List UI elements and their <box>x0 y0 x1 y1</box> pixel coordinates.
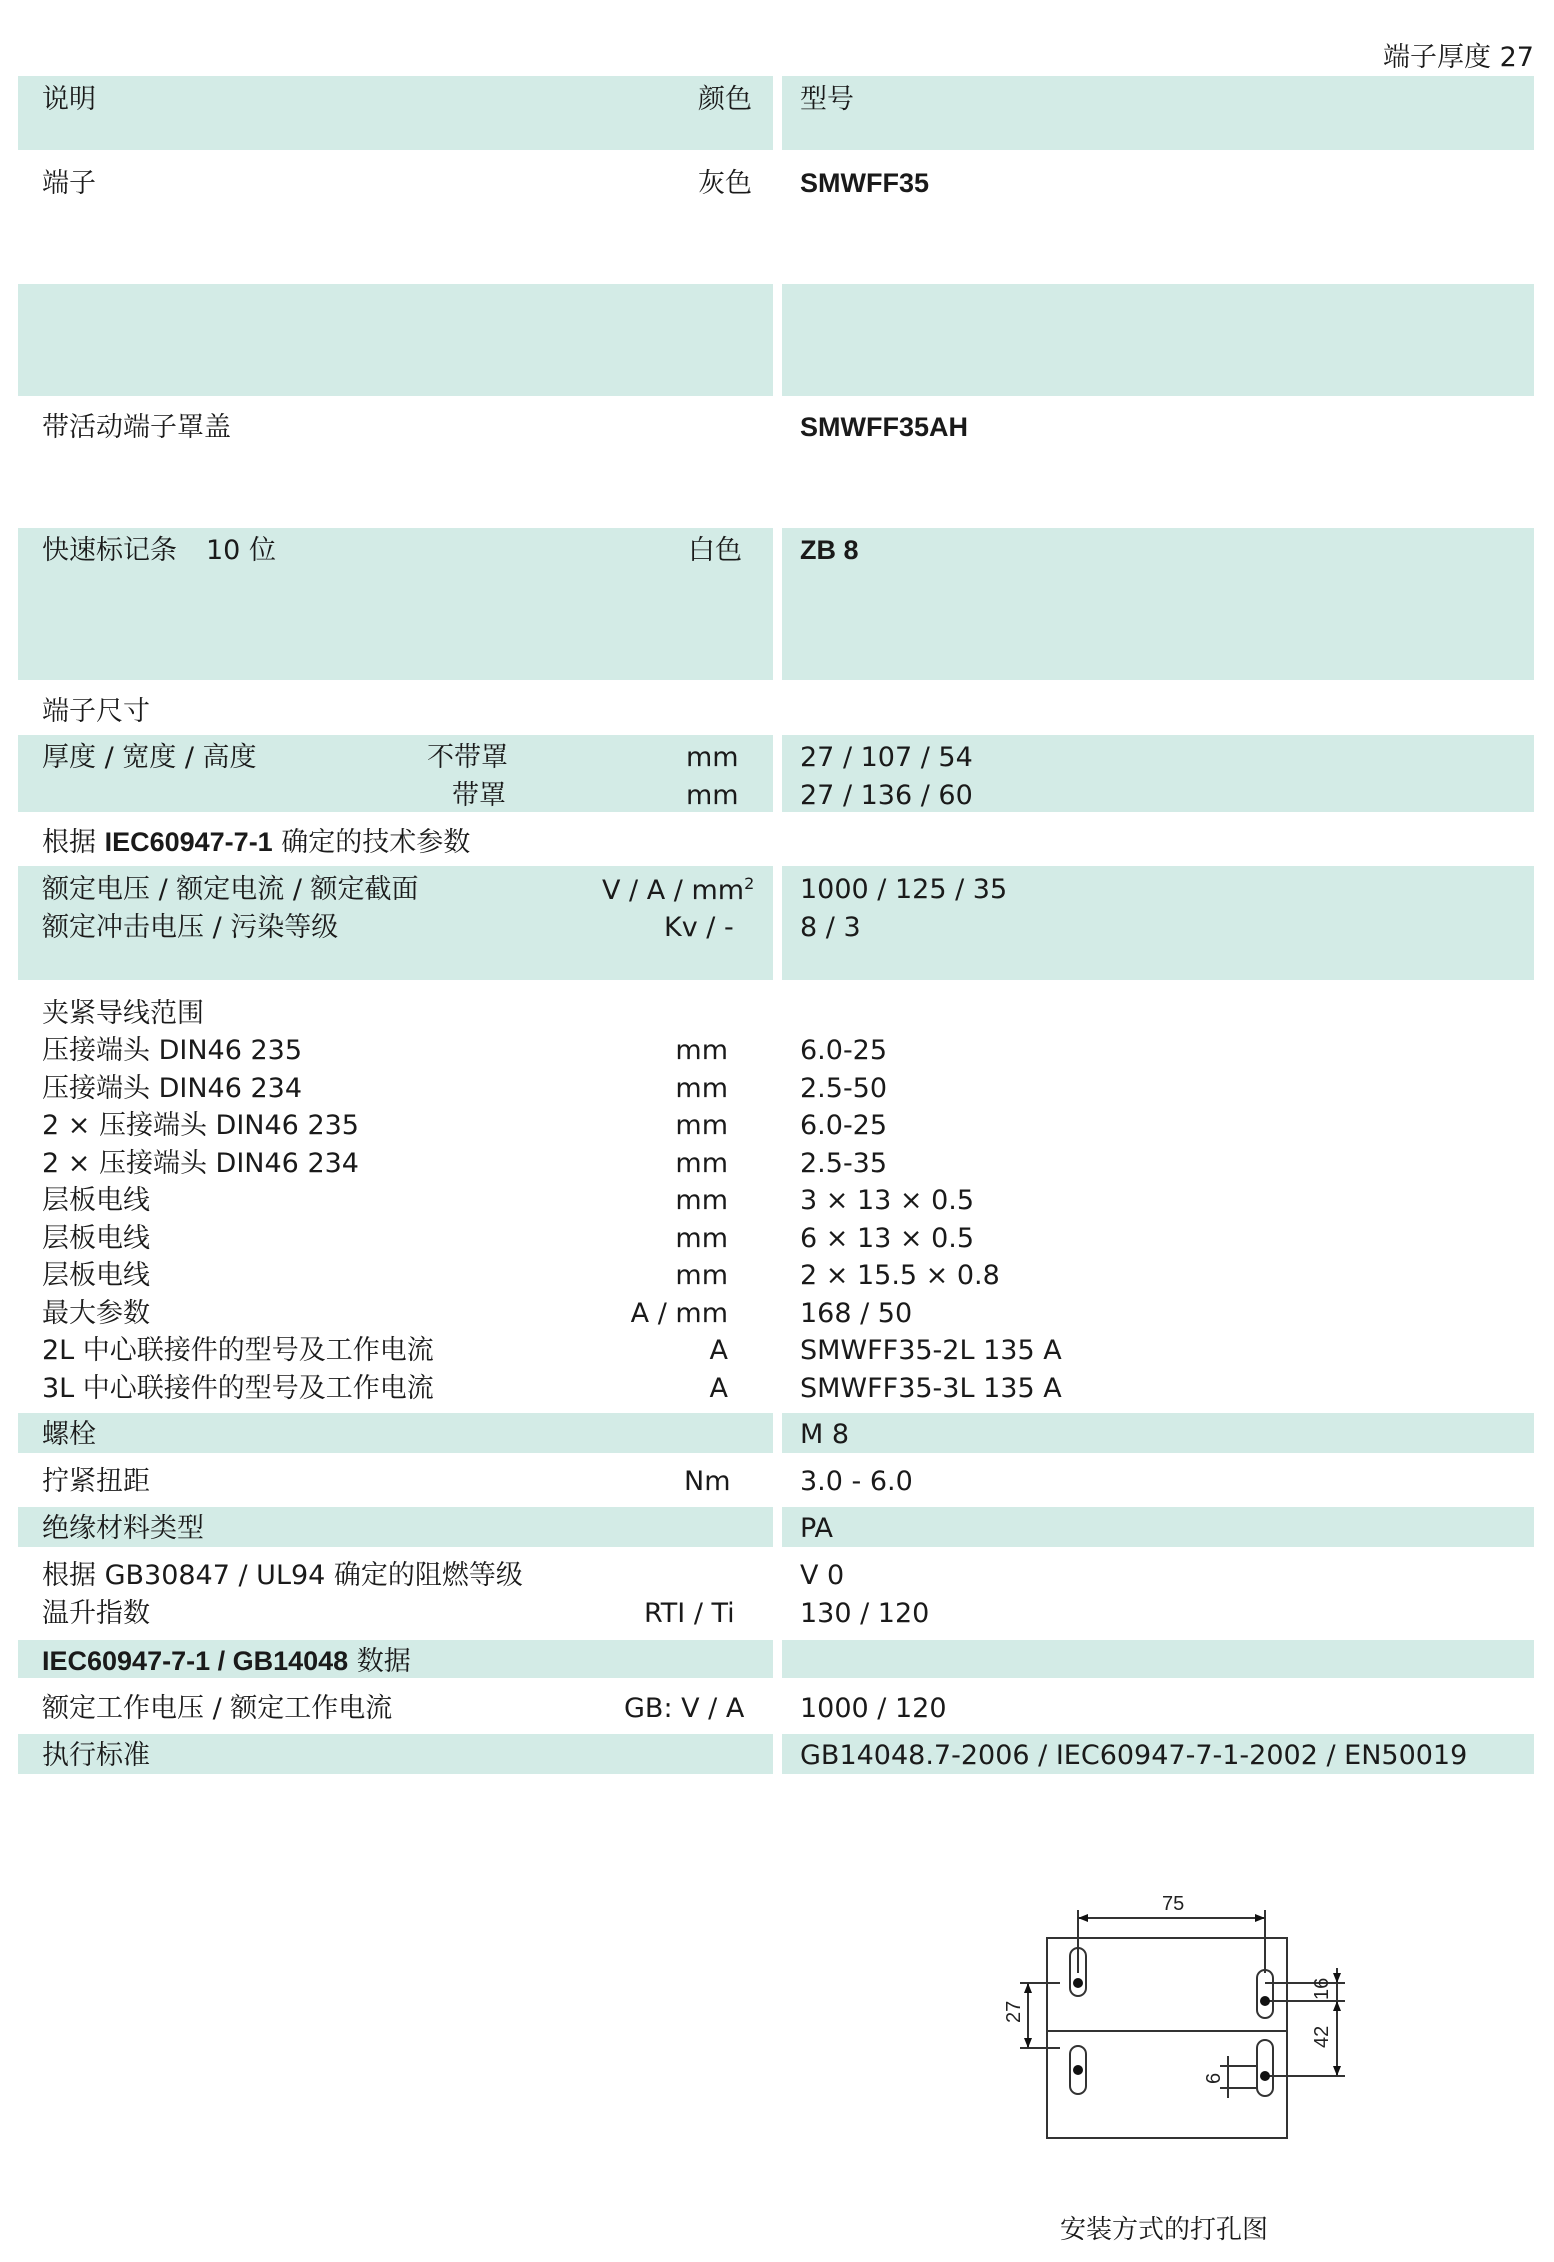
tech-title-std: IEC60947-7-1 <box>104 827 273 857</box>
terminal-model: SMWFF35 <box>800 168 930 198</box>
empty-band-left <box>18 284 773 396</box>
marker-label: 快速标记条 <box>42 535 177 566</box>
rated-unit-2: Kv / - <box>664 912 734 943</box>
dimensions-unit-1: mm <box>686 742 739 773</box>
insulation-value: PA <box>800 1513 834 1544</box>
terminal-label: 端子 <box>42 168 96 199</box>
clamp-row-value: 6.0-25 <box>800 1035 888 1066</box>
clamp-row-label: 层板电线 <box>42 1223 150 1254</box>
rated-work-label: 额定工作电压 / 额定工作电流 <box>42 1693 393 1724</box>
dimensions-label: 厚度 / 宽度 / 高度 <box>42 742 257 773</box>
gb-band-right <box>782 1640 1534 1678</box>
gb-title-post: 数据 <box>348 1646 411 1677</box>
rated-value-2: 8 / 3 <box>800 912 861 943</box>
marker-color: 白色 <box>688 535 742 566</box>
torque-value: 3.0 - 6.0 <box>800 1466 913 1497</box>
hole-center-bottom-right <box>1260 2071 1270 2081</box>
clamp-row-label: 2 × 压接端头 DIN46 235 <box>42 1110 359 1141</box>
gb-title-std: IEC60947-7-1 / GB14048 <box>42 1646 349 1676</box>
col-desc-header: 说明 <box>42 84 96 115</box>
clamp-row-label: 3L 中心联接件的型号及工作电流 <box>42 1373 434 1404</box>
empty-band-right <box>782 284 1534 396</box>
dimensions-title: 端子尺寸 <box>42 696 150 727</box>
rated-label-1: 额定电压 / 额定电流 / 额定截面 <box>42 874 419 905</box>
clamp-row-value: SMWFF35-2L 135 A <box>800 1335 1062 1366</box>
standard-label: 执行标准 <box>42 1740 150 1771</box>
insulation-label: 绝缘材料类型 <box>42 1513 204 1544</box>
clamp-row-unit: mm <box>675 1073 728 1104</box>
clamp-row-unit: mm <box>675 1185 728 1216</box>
diagram-outline <box>1047 1938 1287 2138</box>
clamp-title: 夹紧导线范围 <box>42 998 204 1029</box>
dim-16-arrow-top <box>1333 1973 1341 1983</box>
drilling-diagram <box>990 1888 1380 2153</box>
dim-42-label: 42 <box>1311 2025 1333 2048</box>
clamp-row-label: 最大参数 <box>42 1298 150 1329</box>
clamp-row-value: 3 × 13 × 0.5 <box>800 1185 975 1216</box>
clamp-row-value: 168 / 50 <box>800 1298 913 1329</box>
dim-27-arrow-bottom <box>1024 2038 1032 2048</box>
clamp-row-unit: A / mm <box>630 1298 728 1329</box>
clamp-row-unit: A <box>709 1373 728 1404</box>
hole-center-bottom-left <box>1073 2065 1083 2075</box>
clamp-row-unit: mm <box>675 1260 728 1291</box>
clamp-row-unit: mm <box>675 1035 728 1066</box>
bolt-label: 螺栓 <box>42 1419 96 1450</box>
page-header: 端子厚度 27 <box>1383 42 1534 73</box>
clamp-row-label: 压接端头 DIN46 235 <box>42 1035 303 1066</box>
rated-unit-1 <box>602 876 754 904</box>
standard-value: GB14048.7-2006 / IEC60947-7-1-2002 / EN50019 <box>800 1740 1468 1771</box>
clamp-row-value: 6.0-25 <box>800 1110 888 1141</box>
header-band-left <box>18 76 773 150</box>
rated-unit-1-sup: 2 <box>744 874 755 893</box>
clamp-row-label: 压接端头 DIN46 234 <box>42 1073 303 1104</box>
clamp-row-unit: mm <box>675 1148 728 1179</box>
temp-unit: RTI / Ti <box>644 1598 735 1629</box>
dimensions-value-with-cover: 27 / 136 / 60 <box>800 780 973 811</box>
dim-42-arrow-bottom <box>1333 2066 1341 2076</box>
flame-value: V 0 <box>800 1560 845 1591</box>
hole-center-top-left <box>1073 1978 1083 1988</box>
dimensions-unit-2: mm <box>686 780 739 811</box>
clamp-row-unit: mm <box>675 1223 728 1254</box>
bolt-value: M 8 <box>800 1419 850 1450</box>
flame-label: 根据 GB30847 / UL94 确定的阻燃等级 <box>42 1560 523 1591</box>
clamp-row-value: 2.5-35 <box>800 1148 888 1179</box>
torque-label: 拧紧扭距 <box>42 1466 150 1497</box>
clamp-row-value: 2 × 15.5 × 0.8 <box>800 1260 1000 1291</box>
tech-title-post: 确定的技术参数 <box>272 827 471 858</box>
rated-work-value: 1000 / 120 <box>800 1693 947 1724</box>
gb-title <box>42 1648 411 1675</box>
marker-band-right <box>782 528 1534 680</box>
clamp-row-value: SMWFF35-3L 135 A <box>800 1373 1062 1404</box>
rated-label-2: 额定冲击电压 / 污染等级 <box>42 912 339 943</box>
header-band-right <box>782 76 1534 150</box>
dimensions-value-no-cover: 27 / 107 / 54 <box>800 742 973 773</box>
col-color-header: 颜色 <box>698 84 752 115</box>
hole-center-top-right <box>1260 1996 1270 2006</box>
rated-unit-1-text: V / A / mm <box>602 875 745 906</box>
dim-6-label: 6 <box>1203 2072 1225 2084</box>
diagram-caption: 安装方式的打孔图 <box>1060 2215 1269 2245</box>
clamp-row-label: 2 × 压接端头 DIN46 234 <box>42 1148 359 1179</box>
terminal-color: 灰色 <box>698 168 752 199</box>
bolt-band-right <box>782 1413 1534 1453</box>
clamp-row-value: 2.5-50 <box>800 1073 888 1104</box>
rated-work-unit: GB: V / A <box>624 1693 745 1724</box>
clamp-row-label: 2L 中心联接件的型号及工作电流 <box>42 1335 434 1366</box>
temp-label: 温升指数 <box>42 1598 150 1629</box>
marker-model: ZB 8 <box>800 535 859 565</box>
clamp-row-label: 层板电线 <box>42 1260 150 1291</box>
col-model-header: 型号 <box>800 84 854 115</box>
clamp-row-unit: mm <box>675 1110 728 1141</box>
cover-label: 带活动端子罩盖 <box>42 412 231 443</box>
torque-unit: Nm <box>684 1466 731 1497</box>
dim-16-label: 16 <box>1311 1977 1333 2000</box>
hole-top-right <box>1257 1970 1273 2018</box>
dim-16-arrow-bottom <box>1333 2001 1341 2011</box>
clamp-row-unit: A <box>709 1335 728 1366</box>
dim-75-arrow-right <box>1255 1914 1265 1922</box>
clamp-row-label: 层板电线 <box>42 1185 150 1216</box>
dim-75-label: 75 <box>1162 1893 1185 1915</box>
marker-positions: 10 位 <box>206 535 276 566</box>
dimensions-with-cover: 带罩 <box>452 780 506 811</box>
hole-bottom-right <box>1257 2040 1273 2096</box>
rated-value-1: 1000 / 125 / 35 <box>800 874 1008 905</box>
dimensions-no-cover: 不带罩 <box>427 742 508 773</box>
cover-model: SMWFF35AH <box>800 412 968 442</box>
insulation-band-right <box>782 1507 1534 1547</box>
dim-27-label: 27 <box>1003 2000 1025 2023</box>
temp-value: 130 / 120 <box>800 1598 930 1629</box>
clamp-row-value: 6 × 13 × 0.5 <box>800 1223 975 1254</box>
tech-title <box>42 829 470 856</box>
dim-27-arrow-top <box>1024 1983 1032 1993</box>
dim-75-arrow-left <box>1078 1914 1088 1922</box>
tech-title-pre: 根据 <box>42 827 105 858</box>
bolt-band-left <box>18 1413 773 1453</box>
